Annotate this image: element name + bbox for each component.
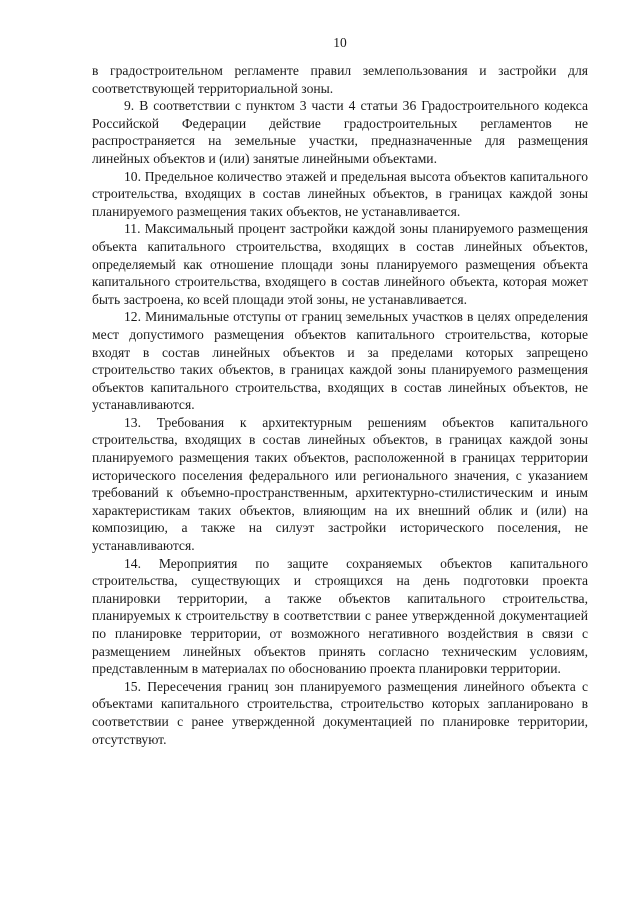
paragraph-15: 15. Пересечения границ зон планируемого размещения линейного объекта с объектами капитального строительства, строительство которых запланировано в соответствии с ранее утвержденной документацией по планировке территории, отсутствуют. <box>92 678 588 747</box>
paragraph-10: 10. Предельное количество этажей и предельная высота объектов капитального строительства, входящих в состав линейных объектов, в границах каждой зоны планируемого размещения таких объектов, не устанавливается. <box>92 168 588 219</box>
paragraph-continuation: в градостроительном регламенте правил землепользования и застройки для соответствующей территориальной зоны. <box>92 63 588 96</box>
paragraph-11: 11. Максимальный процент застройки каждой зоны планируемого размещения объекта капитального строительства, входящих в состав линейных объектов, определяемый как отношение площади зоны планируемого размещения объекта капитального строительства, входящего в состав линейного объекта, которая может быть застроена, ко всей площади этой зоны, не устанавливается. <box>92 221 588 307</box>
paragraph-14: 14. Мероприятия по защите сохраняемых объектов капитального строительства, существующих и строящихся на день подготовки проекта планировки территории, а также объектов капитального строительства, планируемых к строительству в соответствии с ранее утвержденной документацией по планировке территории, от возможного негативного воздействия в связи с размещением линейных объектов принять согласно техническим условиям, представленным в материалах по обоснованию проекта планировки территории. <box>92 555 588 677</box>
page-number: 10 <box>333 35 347 50</box>
document-body <box>92 62 588 748</box>
paragraph-13: 13. Требования к архитектурным решениям объектов капитального строительства, входящих в состав линейных объектов, в границах каждой зоны планируемого размещения таких объектов, расположенной в границах территории исторического поселения федерального или регионального значения, с указанием требований к объемно-пространственным, архитектурно-стилистическим и иным характеристикам таких объектов, влияющим на их внешний облик и (или) на композицию, а также на силуэт застройки исторического поселения, не устанавливаются. <box>92 414 588 554</box>
paragraph-9: 9. В соответствии с пунктом 3 части 4 статьи 36 Градостроительного кодекса Российской Федерации действие градостроительных регламентов не распространяется на земельные участки, предназначенные для размещения линейных объектов и (или) занятые линейными объектами. <box>92 98 588 166</box>
paragraph-12: 12. Минимальные отступы от границ земельных участков в целях определения мест допустимого размещения объектов капитального строительства, которые входят в состав линейных объектов и за пределами которых запрещено строительство таких объектов, в границах каждой зоны планируемого размещения объектов капитального строительства, входящих в состав линейных объектов, не устанавливаются. <box>92 309 588 413</box>
